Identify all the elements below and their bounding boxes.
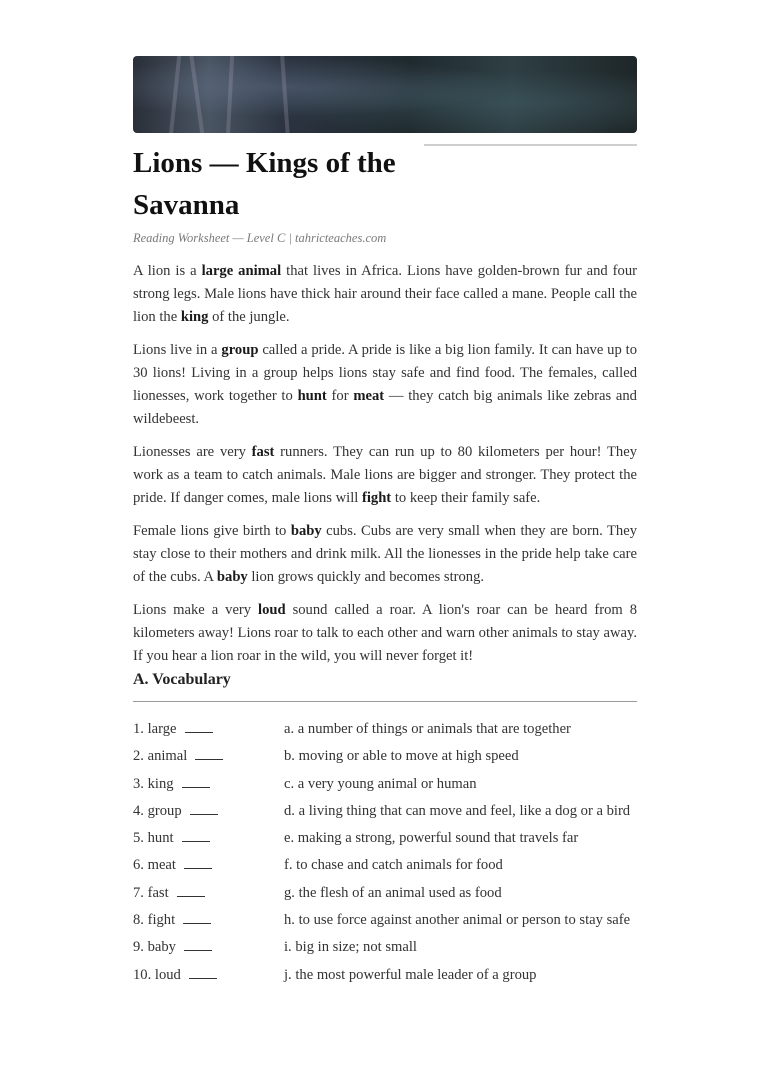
- page-subtitle: Reading Worksheet — Level C | tahricteaches.com: [133, 231, 387, 245]
- vocabulary-definition: e. making a strong, powerful sound that travels far: [284, 830, 579, 847]
- paragraph-text: cubs. Cubs are very small when they are born. They stay close to their mothers and drink milk. All the lionesses in the pride help take care of the cubs. A: [133, 523, 637, 585]
- savanna-banner-image: [133, 56, 637, 133]
- paragraph-text: for: [326, 388, 354, 404]
- answer-blank[interactable]: [185, 732, 213, 733]
- key-word: large animal: [201, 263, 282, 279]
- vocabulary-row: [133, 748, 693, 775]
- answer-blank[interactable]: [195, 759, 223, 760]
- vocabulary-word: [133, 776, 210, 793]
- header-rule: [424, 144, 637, 146]
- vocabulary-word-label: 3. king: [133, 775, 174, 792]
- vocabulary-definition: a. a number of things or animals that are together: [284, 721, 571, 737]
- vocabulary-matching: [133, 721, 693, 994]
- answer-blank[interactable]: [182, 841, 210, 842]
- paragraph-text: called a pride. A pride is like a big lion family. It can have up to 30 lions! Living in a group helps lions stay safe and find food. The females, called lionesses, work together to: [133, 342, 637, 404]
- vocabulary-row: [133, 721, 693, 748]
- paragraph-text: of the jungle.: [208, 309, 290, 325]
- vocabulary-word-label: 9. baby: [133, 939, 176, 956]
- vocabulary-word: [133, 721, 213, 738]
- answer-blank[interactable]: [190, 814, 218, 815]
- paragraph-text: lion grows quickly and becomes strong.: [247, 569, 485, 585]
- paragraph-text: that lives in Africa. Lions have golden-brown fur and four strong legs. Male lions have thick hair around their face called a mane. People call the lion the: [133, 263, 637, 325]
- paragraph-text: runners. They can run up to 80 kilometers per hour! They work as a team to catch animals. Male lions are bigger and stronger. They protect the pride. If danger comes, male lions will: [133, 444, 637, 506]
- vocabulary-word-label: 10. loud: [133, 966, 181, 983]
- vocabulary-word: [133, 857, 212, 874]
- vocabulary-word: [133, 748, 223, 765]
- paragraph: [133, 260, 637, 329]
- paragraph: [133, 520, 637, 589]
- vocabulary-definition: j. the most powerful male leader of a group: [284, 966, 537, 983]
- vocabulary-definition: c. a very young animal or human: [284, 775, 477, 792]
- key-word: baby: [290, 523, 322, 539]
- page-title: Lions — Kings of the Savanna: [133, 147, 396, 221]
- paragraph: [133, 441, 637, 510]
- key-word: fight: [361, 490, 392, 506]
- vocabulary-row: [133, 939, 693, 966]
- answer-blank[interactable]: [184, 950, 212, 951]
- vocabulary-word-label: 7. fast: [133, 884, 169, 901]
- vocabulary-word-label: 5. hunt: [133, 830, 174, 847]
- answer-blank[interactable]: [177, 896, 205, 897]
- vocabulary-word: [133, 967, 217, 984]
- vocabulary-row: [133, 967, 693, 994]
- paragraph-text: — they catch big animals like zebras and wildebeest.: [133, 388, 637, 427]
- vocabulary-row: [133, 857, 693, 884]
- vocabulary-definition: i. big in size; not small: [284, 939, 417, 956]
- paragraph-text: Lionesses are very: [133, 444, 252, 460]
- vocabulary-definition: g. the flesh of an animal used as food: [284, 884, 502, 901]
- vocabulary-word: [133, 803, 218, 820]
- vocabulary-row: [133, 830, 693, 857]
- vocabulary-definition: h. to use force against another animal or person to stay safe: [284, 912, 631, 929]
- vocabulary-row: [133, 912, 693, 939]
- paragraph: [133, 599, 637, 668]
- vocabulary-heading: A. Vocabulary: [133, 671, 231, 688]
- answer-blank[interactable]: [184, 868, 212, 869]
- key-word: king: [180, 309, 209, 325]
- vocabulary-row: [133, 803, 693, 830]
- vocabulary-word-label: 1. large: [133, 721, 177, 737]
- paragraph: [133, 339, 637, 431]
- vocabulary-word: [133, 830, 210, 847]
- vocabulary-word: [133, 939, 212, 956]
- key-word: meat: [353, 388, 385, 404]
- key-word: fast: [251, 444, 275, 460]
- answer-blank[interactable]: [182, 787, 210, 788]
- paragraph-text: Lions live in a: [133, 342, 222, 358]
- vocabulary-row: [133, 885, 693, 912]
- vocabulary-word: [133, 885, 205, 902]
- key-word: baby: [216, 569, 248, 585]
- vocabulary-rule: [133, 701, 637, 702]
- vocabulary-word-label: 6. meat: [133, 857, 176, 874]
- paragraph-text: to keep their family safe.: [391, 490, 541, 506]
- key-word: group: [221, 342, 259, 358]
- answer-blank[interactable]: [189, 978, 217, 979]
- key-word: loud: [258, 602, 286, 618]
- vocabulary-definition: f. to chase and catch animals for food: [284, 857, 503, 874]
- vocabulary-word-label: 4. group: [133, 802, 182, 819]
- paragraph-text: Lions make a very: [133, 602, 259, 618]
- answer-blank[interactable]: [183, 923, 211, 924]
- vocabulary-row: [133, 776, 693, 803]
- paragraph-text: sound called a roar. A lion's roar can be heard from 8 kilometers away! Lions roar to talk to each other and warn other animals to stay away. If you hear a lion roar in the wild, you will never forget it!: [133, 602, 637, 664]
- paragraph-text: A lion is a: [133, 263, 202, 279]
- vocabulary-word-label: 2. animal: [133, 748, 188, 765]
- paragraph-text: Female lions give birth to: [133, 523, 291, 539]
- vocabulary-definition: d. a living thing that can move and feel, like a dog or a bird: [284, 802, 631, 819]
- vocabulary-definition: b. moving or able to move at high speed: [284, 748, 519, 765]
- reading-passage: [133, 260, 637, 678]
- key-word: hunt: [297, 388, 327, 404]
- vocabulary-word-label: 8. fight: [133, 912, 176, 929]
- vocabulary-word: [133, 912, 211, 929]
